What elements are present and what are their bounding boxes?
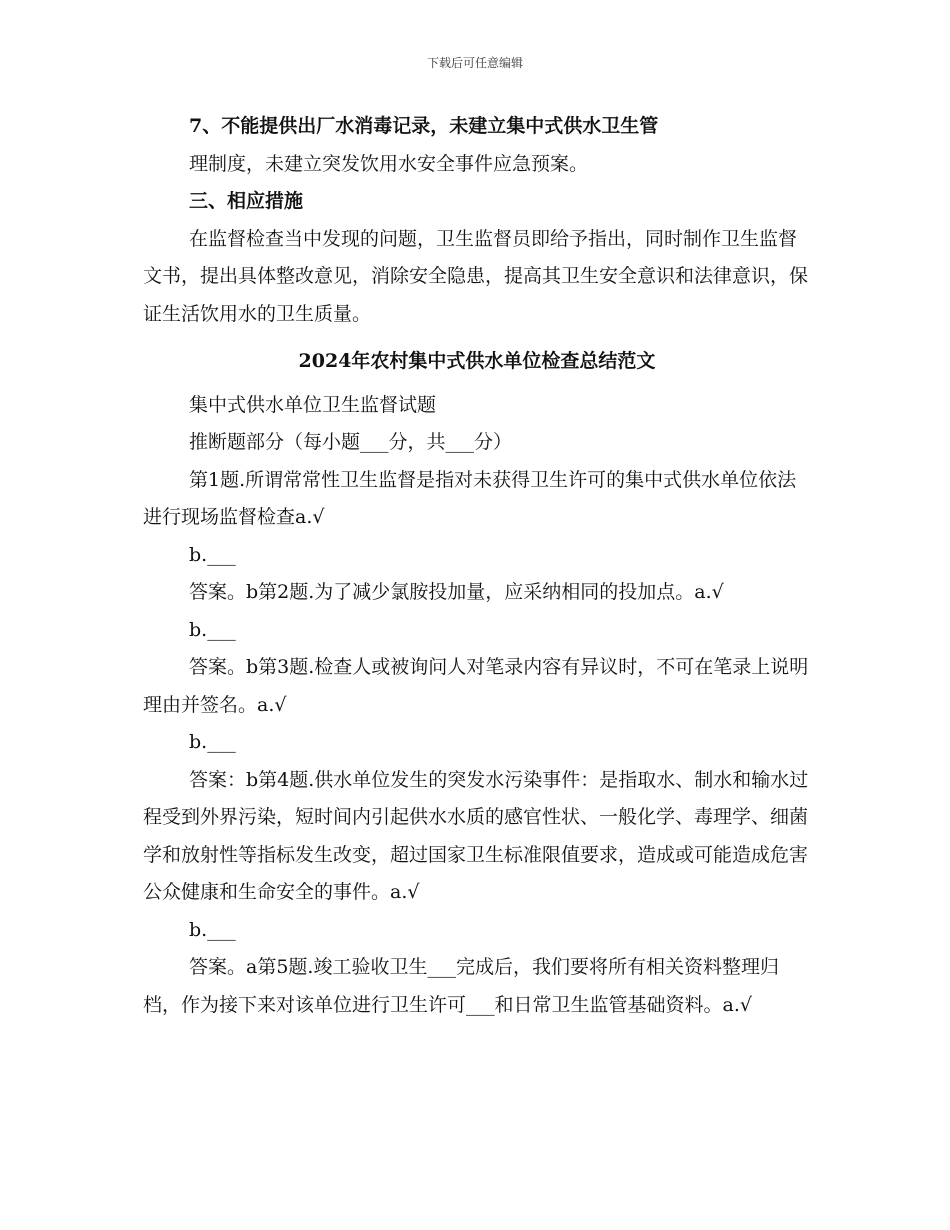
- paragraph: 在监督检查当中发现的问题，卫生监督员即给予指出，同时制作卫生监督文书，提出具体整改意见，消除安全隐患，提高其卫生安全意识和法律意识，保证生活饮用水的卫生质量。: [143, 227, 809, 325]
- question: 答案。b第2题.为了减少氯胺投加量，应采纳相同的投加点。a.√: [189, 581, 724, 603]
- page-header: 下载后可任意编辑: [426, 56, 523, 70]
- question: 答案。a第5题.竣工验收卫生___完成后，我们要将所有相关资料整理归档，作为接下来对该单位进行卫生许可___和日常卫生监管基础资料。a.√: [143, 956, 779, 1016]
- paragraph: 集中式供水单位卫生监督试题: [189, 393, 437, 416]
- document-body: [143, 108, 811, 1024]
- section-title: 2024年农村集中式供水单位检查总结范文: [298, 350, 656, 372]
- option: b.___: [189, 918, 236, 941]
- question: 答案。b第3题.检查人或被询问人对笔录内容有异议时，不可在笔录上说明理由并签名。a.√: [143, 656, 809, 716]
- option: b.___: [189, 543, 236, 566]
- option: b.___: [189, 618, 236, 641]
- question: 第1题.所谓常常性卫生监督是指对未获得卫生许可的集中式供水单位依法进行现场监督检查a.√: [143, 468, 797, 528]
- question: 答案：b第4题.供水单位发生的突发水污染事件：是指取水、制水和输水过程受到外界污染，短时间内引起供水水质的感官性状、一般化学、毒理学、细菌学和放射性等指标发生改变，超过国家卫生标准限值要求，造成或可能造成危害公众健康和生命安全的事件。a.√: [143, 768, 809, 903]
- paragraph: 三、相应措施: [189, 190, 304, 212]
- paragraph: 理制度，未建立突发饮用水安全事件应急预案。: [189, 152, 589, 175]
- option: b.___: [189, 731, 236, 753]
- paragraph: 7、不能提供出厂水消毒记录，未建立集中式供水卫生管: [189, 115, 659, 137]
- paragraph: 推断题部分（每小题___分，共___分）: [189, 431, 513, 453]
